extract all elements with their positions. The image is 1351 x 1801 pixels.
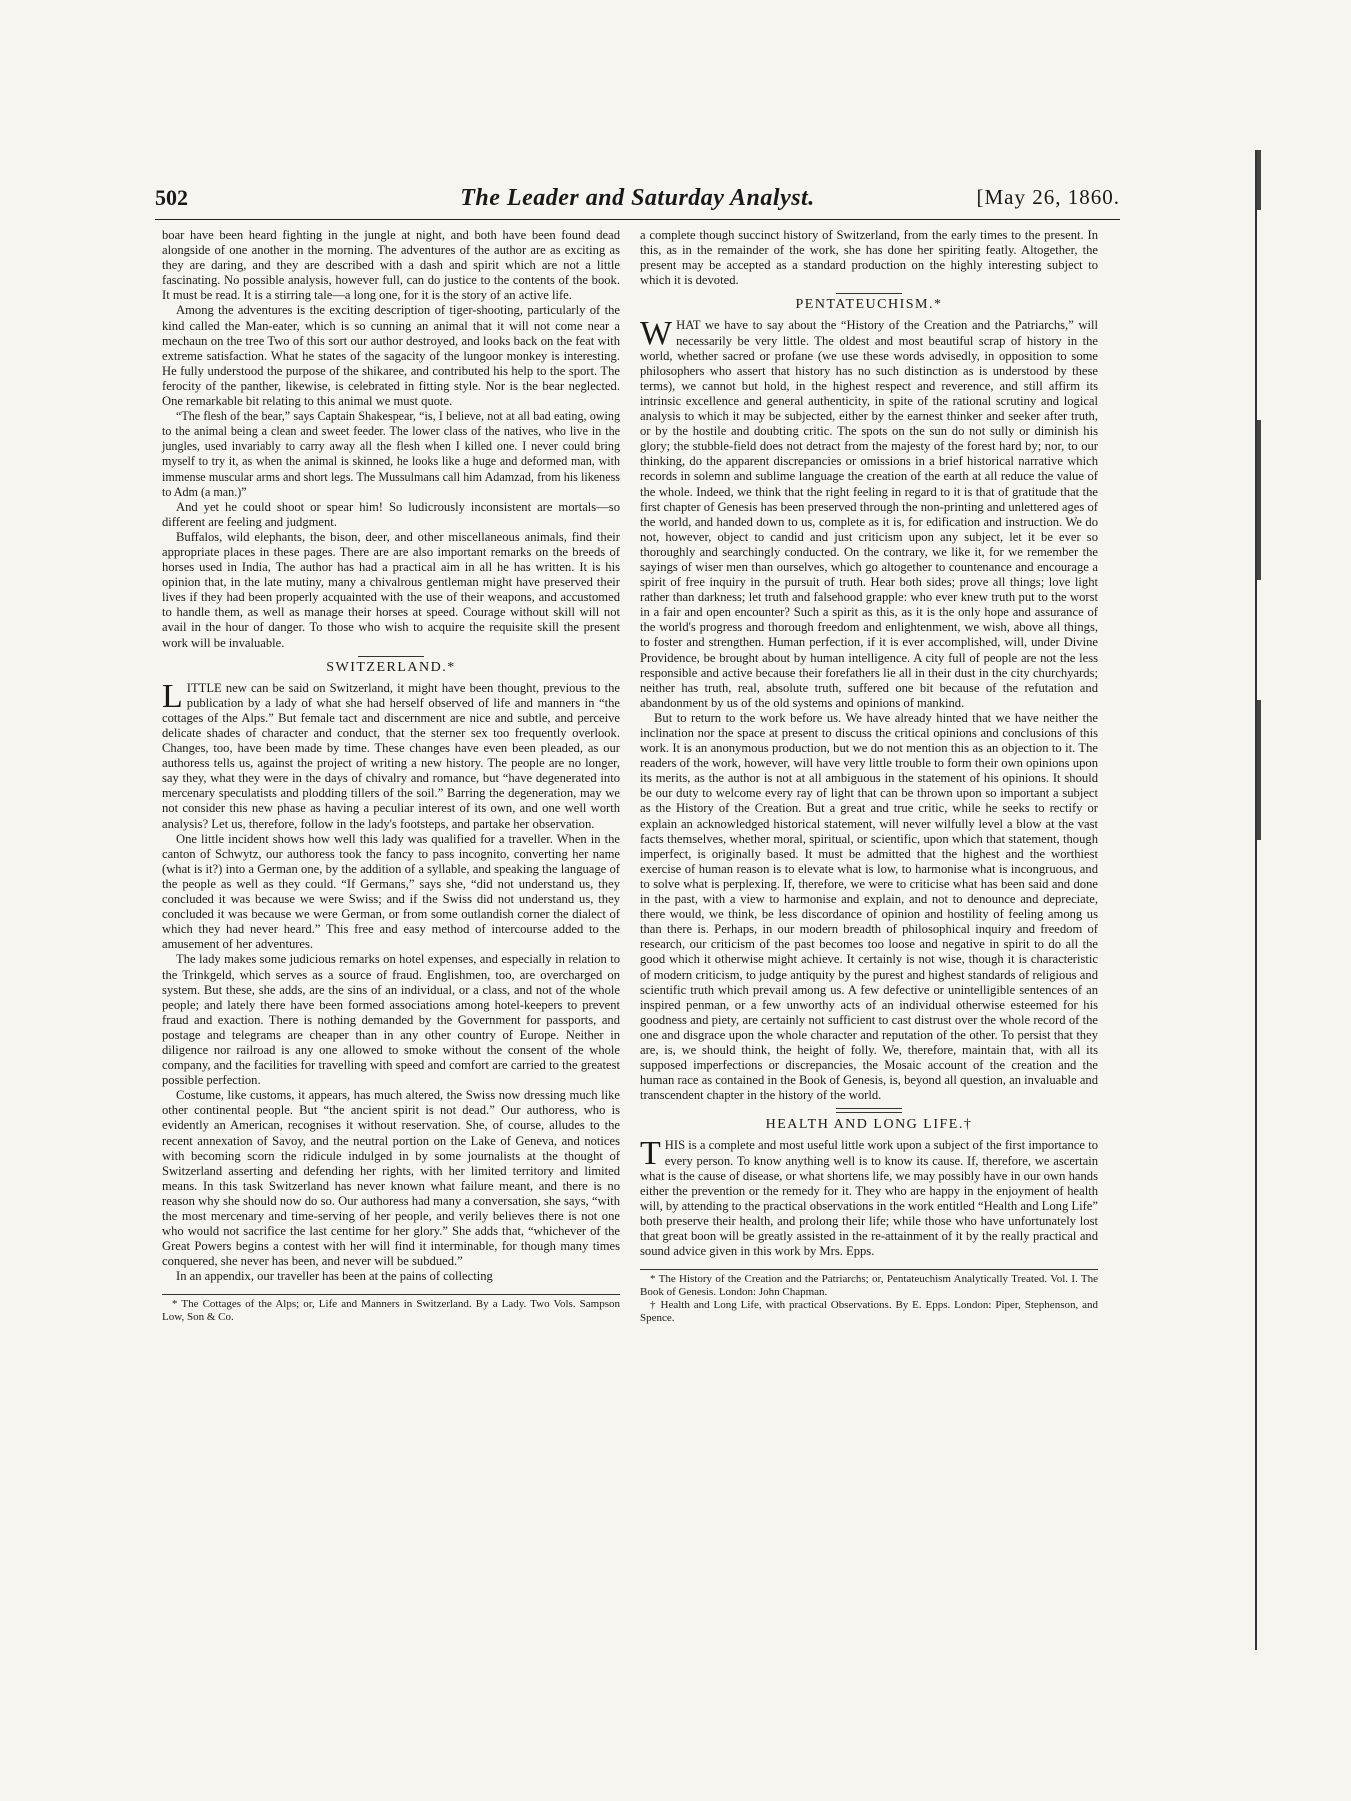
section-divider (836, 1108, 902, 1109)
article-paragraph: The lady makes some judicious remarks on hotel expenses, and especially in relation to the Trinkgeld, which serves as a source of fraud. Englishmen, too, are overcharged on system. But these, she adds, are the sins of an individual, or a class, and not of the whole people; and lately there have been formed associations among hotel-keepers to prevent fraud and exaction. There is nothing demanded by the Government for passports, and postage and telegrams are cheaper than in any other country of Europe. Neither in diligence nor railroad is any one allowed to smoke without the consent of the whole company, and the facilities for travelling with speed and comfort are carried to the greatest possible perfection. (162, 952, 620, 1088)
issue-date: [May 26, 1860. (976, 185, 1120, 209)
section-divider (358, 656, 424, 657)
paragraph-text: HIS is a complete and most useful little work upon a subject of the first importance to every person. To know anything well is to know its cause. If, therefore, we ascertain what is the cause of disease, or what shortens life, we may possibly have in our own hands either the prevention or the remedy for it. They who are happy in the enjoyment of health will, by attending to the practical observations in the work entitled “Health and Long Life” both preserve their health, and prolong their life; while those who have unfortunately lost that great boon will be greatly assisted in the re-attainment of it by the really practical and sound advice given in this work by Mrs. Epps. (640, 1138, 1098, 1259)
page-number: 502 (155, 185, 188, 210)
article-paragraph: One little incident shows how well this lady was qualified for a traveller. When in the canton of Schwytz, our authoress took the fancy to pass incognito, converting her name (what is it?) into a German one, by the addition of a syllable, and speaking the language of the people as well as they could. “If Germans,” says she, “did not understand us, they concluded it was because we were Swiss; and if the Swiss did not understand us, they concluded it was because we were German, or from some outlandish corner the dialect of which they had never heard.” This free and easy method of intercourse added to the amusement of her adventures. (162, 831, 620, 952)
page-header (155, 185, 1120, 220)
article-paragraph: Among the adventures is the exciting description of tiger-shooting, particularly of the kind called the Man-eater, which is so cunning an animal that it will not come near a mechaun on the tree Two of this sort our author destroyed, and looks back on the feat with extreme satisfaction. What he states of the sagacity of the lungoor monkey is interesting. He fully understood the purpose of the shikaree, and contributed his help to the sport. The ferocity of the panther, likewise, is celebrated in fitting style. Nor is the bear neglected. One remarkable bit relating to this animal we must quote. (162, 303, 620, 409)
article-paragraph: In an appendix, our traveller has been at the pains of collecting (176, 1269, 493, 1284)
drop-cap: W (640, 315, 673, 353)
article-quote: “The flesh of the bear,” says Captain Shakespear, “is, I believe, not at all bad eating, owing to the animal being a clean and sweet feeder. The lower class of the natives, who live in the jungles, used invariably to carry away all the flesh when I killed one. I never could bring myself to try it, as when the animal is skinned, he looks like a huge and deformed man, with immense muscular arms and short legs. The Mussulmans call him Adamzad, from his likeness to Adm (a man.)” (162, 409, 620, 499)
left-column (162, 228, 620, 1324)
drop-cap: T (640, 1135, 661, 1173)
section-title-health: HEALTH AND LONG LIFE.† (765, 1117, 973, 1133)
scan-edge-mark (1257, 700, 1261, 840)
footnote: * The Cottages of the Alps; or, Life and Manners in Switzerland. By a Lady. Two Vols. Sampson Low, Son & Co. (162, 1298, 620, 1324)
section-title-pentateuchism: PENTATEUCHISM.* (795, 297, 943, 313)
binding-edge (1255, 150, 1263, 1650)
scan-edge-mark (1257, 150, 1261, 210)
footnote: † Health and Long Life, with practical Observations. By E. Epps. London: Piper, Stephenson, and Spence. (640, 1299, 1098, 1325)
section-title-switzerland: SWITZERLAND.* (326, 659, 456, 675)
article-paragraph (640, 315, 1098, 710)
article-paragraph: Costume, like customs, it appears, has much altered, the Swiss now dressing much like other continental people. But “the ancient spirit is not dead.” Our authoress, who is evidently an American, recognises it without reservation. She, of course, alludes to the recent annexation of Savoy, and the neutral portion on the Lake of Geneva, and notices with becoming scorn the ridicule indulged in by some journalists at the thought of Switzerland asserting and defending her rights, with her limited territory and limited means. In this task Switzerland has never known what failure meant, and there is no reason why she should now do so. Our authoress had many a conversation, she says, “with the most mercenary and time-serving of her people, and verily believes there is not one who would not sacrifice the last centime for her glory.” She adds that, “whichever of the Great Powers begins a contest with her will find it interminable, for though many times conquered, she never has been, and never will be subdued.” (162, 1088, 620, 1269)
footnotes (162, 1294, 620, 1324)
article-paragraph: And yet he could shoot or spear him! So ludicrously inconsistent are mortals—so different are feeling and judgment. (162, 499, 620, 529)
scan-edge-mark (1257, 420, 1261, 580)
section-divider (836, 293, 902, 294)
article-paragraph: boar have been heard fighting in the jungle at night, and both have been found dead alongside of one another in the morning. The adventures of the author are as exciting as they are daring, and they are described with a dash and spirit which are not a little fascinating. No possible analysis, however full, can do justice to the contents of the book. It must be read. It is a stirring tale—a long one, for it is the story of an active life. (162, 228, 620, 303)
drop-cap: L (162, 677, 183, 715)
masthead-title: The Leader and Saturday Analyst. (460, 185, 815, 211)
article-paragraph (162, 677, 620, 832)
right-column (640, 228, 1098, 1325)
article-paragraph: a complete though succinct history of Switzerland, from the early times to the present. In this, as in the remainder of the work, she has done her spiriting featly. Altogether, the present may be accepted as a standard production on the highly interesting subject to which it is devoted. (640, 228, 1098, 288)
footnotes (640, 1269, 1098, 1325)
section-divider (836, 1112, 902, 1113)
article-paragraph (640, 1135, 1098, 1259)
paragraph-text: ITTLE new can be said on Switzerland, it might have been thought, previous to the publication by a lady of what she had herself observed of life and manners in “the cottages of the Alps.” But female tact and discernment are nice and subtle, and perceive delicate shades of character and conduct, that the sterner sex too frequently overlook. Changes, too, have been made by time. These changes have even been pleaded, as our authoress tells us, against the project of writing a new history. The people are no longer, say they, what they were in the days of chivalry and romance, but “have degenerated into mercenary speculatists and plodding tillers of the soil.” Barring the degeneration, may we not consider this new phase as having a peculiar interest of its own, and one well worth analysis? Let us, therefore, follow in the lady's footsteps, and partake her observation. (162, 680, 620, 831)
article-paragraph: But to return to the work before us. We have already hinted that we have neither the inclination nor the space at present to discuss the critical opinions and conclusions of this work. It is an anonymous production, but we do not mention this as an objection to it. The readers of the work, however, will have very little trouble to form their own opinions upon its merits, as the author is not at all ambiguous in the statement of his opinions. It should be our duty to welcome every ray of light that can be thrown upon so important a subject as the History of the Creation. But a great and true critic, while he seeks to rectify or explain an acknowledged historical statement, will never wilfully level a blow at the vast facts themselves, whether moral, spiritual, or scientific, upon which that statement, though imperfect, is originally based. It must be admitted that the highest and the worthiest exercise of human reason is to elevate what is low, to harmonise what is incongruous, and to solve what is perplexing. If, therefore, we were to criticise what has been said and done in the past, with a view to harmonise and explain, and not to denounce and depreciate, there would, we think, be less discordance of opinion and hostility of feeling among us than there is. Perhaps, in our modern breadth of philosophical inquiry and freedom of research, our criticism of the past becomes too loose and negative in spirit to do all the good which it otherwise might achieve. It certainly is not wise, though it is characteristic of modern criticism, to judge antiquity by the purest and highest standards of religious and scientific truth which prevail among us. A few defective or unintelligible sentences of an inspired penman, or a few unworthy acts of an individual otherwise esteemed for his goodness and piety, are certainly not sufficient to cast distrust over the whole record of the one and disgrace upon the whole character and reputation of the other. To persist that they are, is, we should think, the height of folly. We, therefore, maintain that, with all its supposed imperfections or discrepancies, the Mosaic account of the creation and the human race as contained in the Book of Genesis, is, beyond all question, an invaluable and transcendent chapter in the history of the world. (640, 710, 1098, 1103)
footnote: * The History of the Creation and the Patriarchs; or, Pentateuchism Analytically Treated. Vol. I. The Book of Genesis. London: John Chapman. (640, 1273, 1098, 1299)
paragraph-text: HAT we have to say about the “History of the Creation and the Patriarchs,” will necessarily be very little. The oldest and most beautiful scrap of history in the world, whether sacred or profane (we use these words advisedly, in opposition to some philosophers who assert that history has no such distinction as is understood by these terms), we cannot but hold, in the highest respect and reverence, and still affirm its intrinsic excellence and general authenticity, in spite of the rational scrutiny and logical analysis to which it may be subjected, either by the earnest thinker and seeker after truth, or by the hostile and doubting critic. The spots on the sun do not sully or diminish his glory; the stubble-field does not detract from the majesty of the forest hard by; nor, to our thinking, do the apparent discrepancies or omissions in a brief historical narrative which records in solemn and sublime language the creation of the earth at all reduce the value of the whole. Indeed, we think that the right feeling in regard to it is that of gratitude that the first chapter of Genesis has been preserved through the non-printing and unlettered ages of the world, and handed down to us, complete as it is, for edification and instruction. We do not, however, object to candid and just criticism upon any subject, let it be ever so thoroughly and searchingly conducted. On the contrary, we like it, for we remember the sayings of wiser men than ourselves, which go altogether to countenance and encourage a spirit of free inquiry in the pursuit of truth. Hear both sides; prove all things; love light rather than darkness; let truth and falsehood grapple: who ever knew truth put to the worst in a fair and open encounter? Such a spirit as this, as it is the only hope and assurance of the world's progress and thorough freedom and enlightenment, we wish, above all things, to foster and strengthen. Human perfection, if it is ever accomplished, will, under Divine Providence, be brought about by human intelligence. A city full of people are not the less responsible and active because their forefathers lie all in their dust in the city churchyards; neither has truth, real, absolute truth, suffered one bit because of the refutation and abandonment by us of the old systems and opinions of mankind. (640, 318, 1098, 710)
article-paragraph: Buffalos, wild elephants, the bison, deer, and other miscellaneous animals, find their appropriate places in these pages. There are are also important remarks on the breeds of horses used in India, The author has had a practical aim in all he has written. It is his opinion that, in the late mutiny, many a chivalrous gentleman might have preserved their lives if they had been properly acquainted with the use of their weapons, and accustomed to handle them, as well as manage their horses at speed. Courage without skill will not avail in the hour of danger. To those who wish to acquire the requisite skill the present work will be invaluable. (162, 529, 620, 650)
